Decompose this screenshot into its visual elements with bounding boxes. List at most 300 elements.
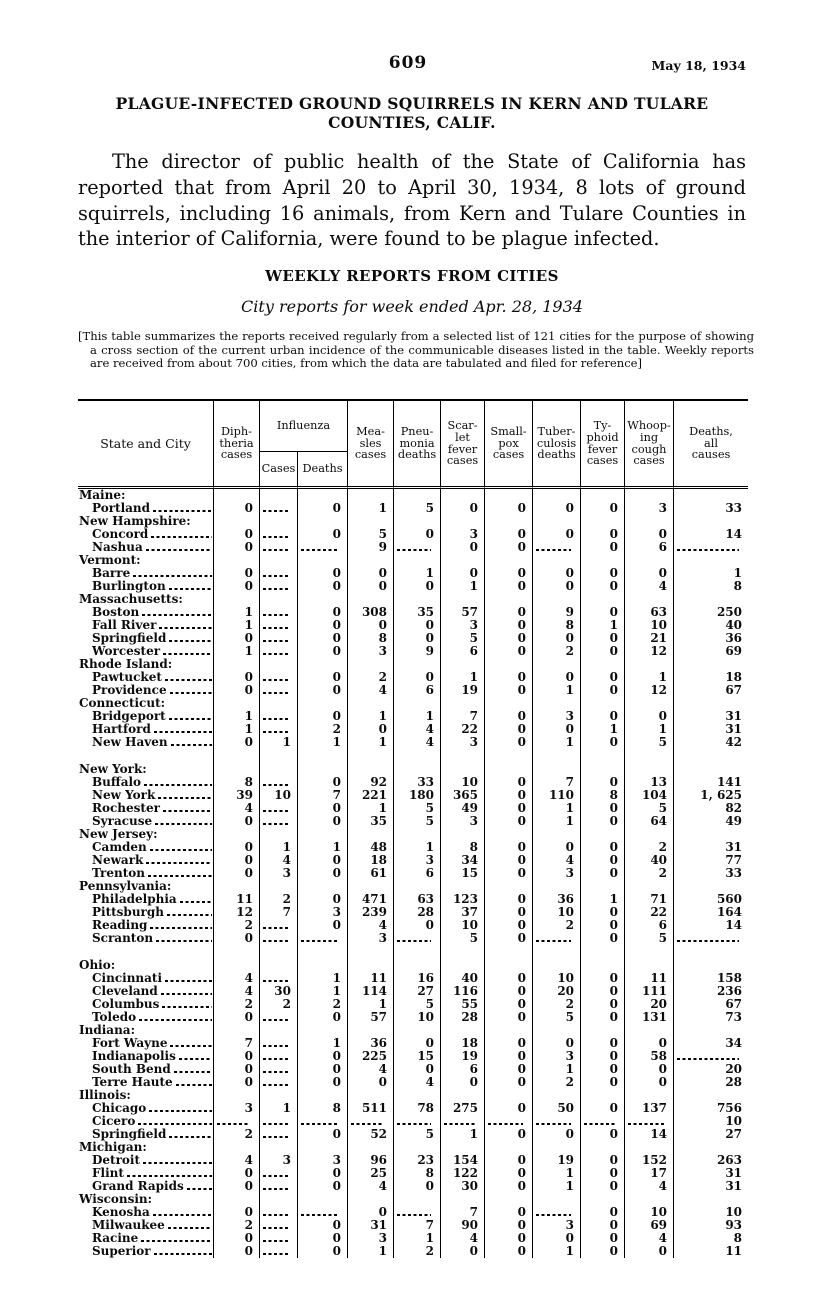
- city-row: [78, 1063, 748, 1076]
- state-row: [78, 515, 748, 528]
- city-name: Boston: [92, 606, 140, 619]
- city-name: Trenton: [92, 867, 146, 880]
- cell-pneumonia: 35: [394, 606, 441, 619]
- no-report-dash: [263, 1227, 288, 1229]
- dotted-leader: [161, 993, 212, 995]
- cell-tuberculosis: 9: [533, 606, 581, 619]
- cell-typhoid: 0: [581, 632, 625, 645]
- cell-whooping: 3: [625, 502, 674, 515]
- cell-smallpox: 0: [485, 736, 533, 749]
- cell-scarlet: 3: [441, 815, 485, 828]
- cell-measles: 9: [348, 541, 394, 554]
- cell-pneumonia: 15: [394, 1050, 441, 1063]
- cell-smallpox: 0: [485, 1206, 533, 1219]
- empty-cell: [533, 593, 581, 606]
- empty-cell: [625, 763, 674, 776]
- cell-tuberculosis: 1: [533, 736, 581, 749]
- cell-flu_deaths: 0: [298, 606, 348, 619]
- no-report-dash: [263, 1253, 288, 1255]
- state-label: Massachusetts:: [79, 593, 183, 606]
- cell-measles: 48: [348, 841, 394, 854]
- city-row: [78, 1206, 748, 1219]
- state-label: Ohio:: [79, 959, 116, 972]
- city-row: [78, 710, 748, 723]
- cell-tuberculosis: 19: [533, 1154, 581, 1167]
- no-report-dash: [677, 549, 739, 551]
- cell-smallpox: 0: [485, 502, 533, 515]
- cell-flu_deaths: 1: [298, 736, 348, 749]
- city-label-cell: [78, 1219, 214, 1232]
- city-row: [78, 1154, 748, 1167]
- cell-smallpox: 0: [485, 1232, 533, 1245]
- city-label: [78, 815, 213, 828]
- cell-tuberculosis: 0: [533, 1128, 581, 1141]
- empty-cell: [394, 945, 441, 959]
- empty-cell: [674, 749, 748, 763]
- weekly-reports-table: [78, 399, 748, 1258]
- empty-cell: [674, 515, 748, 528]
- city-label: [78, 998, 213, 1011]
- cell-whooping: 17: [625, 1167, 674, 1180]
- cell-whooping: 137: [625, 1102, 674, 1115]
- city-name: Scranton: [92, 932, 154, 945]
- city-name: Kenosha: [92, 1206, 150, 1219]
- cell-flu_deaths: 0: [298, 1128, 348, 1141]
- dotted-leader: [150, 927, 212, 929]
- cell-flu_cases: [260, 1115, 298, 1128]
- city-row: [78, 684, 748, 697]
- city-label-cell: [78, 1128, 214, 1141]
- state-label: Vermont:: [79, 554, 141, 567]
- empty-cell: [348, 489, 394, 502]
- cell-whooping: 111: [625, 985, 674, 998]
- cell-flu_cases: [260, 1206, 298, 1219]
- empty-cell: [581, 658, 625, 671]
- dotted-leader: [169, 640, 212, 642]
- cell-pneumonia: 180: [394, 789, 441, 802]
- empty-cell: [581, 554, 625, 567]
- cell-diphtheria: 0: [214, 528, 260, 541]
- cell-flu_deaths: 2: [298, 998, 348, 1011]
- city-row: [78, 906, 748, 919]
- cell-tuberculosis: 0: [533, 502, 581, 515]
- cell-diphtheria: 0: [214, 580, 260, 593]
- cell-smallpox: 0: [485, 1102, 533, 1115]
- cell-measles: 36: [348, 1037, 394, 1050]
- cell-typhoid: 0: [581, 502, 625, 515]
- city-label: [78, 619, 213, 632]
- empty-cell: [348, 945, 394, 959]
- state-row: [78, 1141, 748, 1154]
- cell-measles: 4: [348, 1063, 394, 1076]
- cell-tuberculosis: 7: [533, 776, 581, 789]
- no-report-dash: [301, 940, 338, 942]
- city-label-cell: [78, 893, 214, 906]
- state-row: [78, 959, 748, 972]
- cell-whooping: 20: [625, 998, 674, 1011]
- empty-cell: [625, 828, 674, 841]
- cell-diphtheria: 0: [214, 1167, 260, 1180]
- cell-flu_deaths: [298, 541, 348, 554]
- city-label: [78, 906, 213, 919]
- empty-cell: [581, 880, 625, 893]
- cell-flu_cases: [260, 1245, 298, 1258]
- cell-scarlet: [441, 1115, 485, 1128]
- state-label-cell: [78, 1024, 214, 1037]
- cell-typhoid: 0: [581, 867, 625, 880]
- empty-cell: [625, 489, 674, 502]
- cell-scarlet: 49: [441, 802, 485, 815]
- cell-whooping: 131: [625, 1011, 674, 1024]
- no-report-dash: [628, 1123, 664, 1125]
- col-header-influenza: Influenza: [260, 401, 348, 452]
- report-table-body: [78, 489, 748, 1258]
- empty-cell: [214, 880, 260, 893]
- city-row: [78, 789, 748, 802]
- cell-scarlet: 3: [441, 619, 485, 632]
- col-header-scarlet: Scar- let fever cases: [441, 401, 485, 489]
- city-label-cell: [78, 815, 214, 828]
- cell-tuberculosis: 36: [533, 893, 581, 906]
- col-header-measles: Mea- sles cases: [348, 401, 394, 489]
- cell-diphtheria: 0: [214, 541, 260, 554]
- dotted-leader: [141, 1240, 212, 1242]
- cell-measles: 0: [348, 723, 394, 736]
- dotted-leader: [170, 1045, 212, 1047]
- cell-smallpox: 0: [485, 906, 533, 919]
- cell-whooping: 1: [625, 723, 674, 736]
- state-label: New York:: [79, 763, 147, 776]
- no-report-dash: [263, 810, 288, 812]
- cell-diphtheria: 1: [214, 723, 260, 736]
- city-label-cell: [78, 1115, 214, 1128]
- cell-flu_deaths: 0: [298, 619, 348, 632]
- city-label: [78, 710, 213, 723]
- city-name: Pawtucket: [92, 671, 162, 684]
- cell-whooping: 11: [625, 972, 674, 985]
- state-label: Illinois:: [79, 1089, 131, 1102]
- cell-smallpox: 0: [485, 1063, 533, 1076]
- cell-whooping: 6: [625, 541, 674, 554]
- cell-whooping: 4: [625, 1232, 674, 1245]
- cell-tuberculosis: 0: [533, 1232, 581, 1245]
- cell-smallpox: 0: [485, 645, 533, 658]
- city-row: [78, 919, 748, 932]
- cell-diphtheria: 0: [214, 671, 260, 684]
- city-label-cell: [78, 541, 214, 554]
- empty-cell: [441, 1141, 485, 1154]
- cell-scarlet: 19: [441, 1050, 485, 1063]
- dotted-leader: [154, 731, 212, 733]
- empty-cell: [533, 945, 581, 959]
- cell-measles: 18: [348, 854, 394, 867]
- cell-scarlet: 28: [441, 1011, 485, 1024]
- empty-cell: [674, 554, 748, 567]
- dotted-leader: [180, 901, 212, 903]
- cell-measles: 221: [348, 789, 394, 802]
- cell-scarlet: 22: [441, 723, 485, 736]
- cell-smallpox: 0: [485, 893, 533, 906]
- cell-diphtheria: 11: [214, 893, 260, 906]
- state-row: [78, 593, 748, 606]
- city-row: [78, 632, 748, 645]
- cell-pneumonia: [394, 541, 441, 554]
- cell-tuberculosis: 3: [533, 1050, 581, 1063]
- city-name: Fall River: [92, 619, 157, 632]
- empty-cell: [625, 593, 674, 606]
- city-name: Philadelphia: [92, 893, 177, 906]
- empty-cell: [485, 959, 533, 972]
- cell-diphtheria: 4: [214, 985, 260, 998]
- empty-cell: [214, 593, 260, 606]
- empty-cell: [298, 1141, 348, 1154]
- cell-measles: 57: [348, 1011, 394, 1024]
- cell-measles: 308: [348, 606, 394, 619]
- city-name: Concord: [92, 528, 149, 541]
- col-header-typhoid: Ty- phoid fever cases: [581, 401, 625, 489]
- city-name: Burlington: [92, 580, 166, 593]
- cell-measles: 1: [348, 998, 394, 1011]
- gap-row: [78, 945, 748, 959]
- city-row: [78, 671, 748, 684]
- city-row: [78, 1102, 748, 1115]
- empty-cell: [214, 1024, 260, 1037]
- table-note: [This table summarizes the reports received regularly from a selected list of 121 cities for the purpose of showing a cross section of the current urban incidence of the communicable diseases listed in the table. Weekly reports are received from about 700 cities, from which the data are tabulated and filed for reference]: [78, 329, 754, 371]
- empty-cell: [394, 1089, 441, 1102]
- state-row: [78, 763, 748, 776]
- cell-typhoid: 0: [581, 932, 625, 945]
- empty-cell: [581, 515, 625, 528]
- city-name: Buffalo: [92, 776, 142, 789]
- col-header-smallpox: Small- pox cases: [485, 401, 533, 489]
- cell-pneumonia: 4: [394, 723, 441, 736]
- empty-cell: [674, 489, 748, 502]
- no-report-dash: [263, 536, 288, 538]
- cell-scarlet: 0: [441, 541, 485, 554]
- cell-smallpox: 0: [485, 671, 533, 684]
- cell-typhoid: 0: [581, 1154, 625, 1167]
- no-report-dash: [263, 784, 288, 786]
- cell-deaths_all: 158: [716, 972, 743, 985]
- cell-measles: 1: [348, 802, 394, 815]
- cell-pneumonia: 6: [394, 867, 441, 880]
- cell-whooping: 5: [625, 802, 674, 815]
- cell-deaths_all: 14: [725, 528, 743, 541]
- cell-deaths_all: 10: [725, 1115, 743, 1128]
- city-label: [78, 684, 213, 697]
- empty-cell: [260, 1024, 298, 1037]
- cell-whooping: 14: [625, 1128, 674, 1141]
- empty-cell: [441, 959, 485, 972]
- cell-scarlet: 7: [441, 710, 485, 723]
- no-report-dash: [263, 1019, 288, 1021]
- city-label-cell: [78, 1167, 214, 1180]
- city-label-cell: [78, 985, 214, 998]
- city-name: Chicago: [92, 1102, 147, 1115]
- city-name: Nashua: [92, 541, 143, 554]
- city-label-cell: [78, 645, 214, 658]
- cell-smallpox: 0: [485, 1245, 533, 1258]
- empty-cell: [298, 959, 348, 972]
- empty-cell: [533, 749, 581, 763]
- cell-flu_deaths: 0: [298, 1167, 348, 1180]
- city-label-cell: [78, 580, 214, 593]
- empty-cell: [260, 1089, 298, 1102]
- page-number: 609: [388, 53, 428, 73]
- empty-cell: [260, 593, 298, 606]
- col-header-influenza-deaths: Deaths: [298, 452, 348, 489]
- cell-typhoid: 0: [581, 606, 625, 619]
- cell-deaths_all: 18: [725, 671, 743, 684]
- cell-deaths_all: 67: [725, 684, 743, 697]
- city-label-cell: [78, 1180, 214, 1193]
- no-report-dash: [677, 1058, 739, 1060]
- cell-smallpox: 0: [485, 606, 533, 619]
- cell-tuberculosis: 1: [533, 1063, 581, 1076]
- cell-diphtheria: 1: [214, 619, 260, 632]
- city-name: Newark: [92, 854, 144, 867]
- cell-deaths_all: 236: [716, 985, 743, 998]
- empty-cell: [348, 593, 394, 606]
- cell-flu_cases: [260, 619, 298, 632]
- empty-cell: [625, 1193, 674, 1206]
- cell-typhoid: [581, 1115, 625, 1128]
- cell-pneumonia: 1: [394, 841, 441, 854]
- empty-cell: [625, 880, 674, 893]
- dotted-leader: [151, 536, 212, 538]
- empty-cell: [348, 1141, 394, 1154]
- empty-cell: [78, 749, 214, 763]
- cell-typhoid: 0: [581, 1219, 625, 1232]
- empty-cell: [581, 1089, 625, 1102]
- empty-cell: [298, 515, 348, 528]
- city-label: [78, 985, 213, 998]
- cell-pneumonia: 63: [394, 893, 441, 906]
- empty-cell: [485, 1193, 533, 1206]
- cell-flu_cases: [260, 1063, 298, 1076]
- empty-cell: [298, 593, 348, 606]
- empty-cell: [441, 554, 485, 567]
- no-report-dash: [263, 1240, 288, 1242]
- cell-flu_cases: 1: [260, 736, 298, 749]
- city-row: [78, 1180, 748, 1193]
- cell-whooping: 69: [625, 1219, 674, 1232]
- state-label: Connecticut:: [79, 697, 166, 710]
- cell-deaths_all: 31: [725, 841, 743, 854]
- cell-flu_cases: [260, 1050, 298, 1063]
- cell-deaths_all: 36: [725, 632, 743, 645]
- dotted-leader: [148, 875, 212, 877]
- empty-cell: [78, 945, 214, 959]
- cell-diphtheria: 0: [214, 1063, 260, 1076]
- cell-diphtheria: 0: [214, 854, 260, 867]
- cell-pneumonia: 23: [394, 1154, 441, 1167]
- cell-flu_deaths: 7: [298, 789, 348, 802]
- empty-cell: [485, 828, 533, 841]
- no-report-dash: [536, 940, 571, 942]
- city-label-cell: [78, 906, 214, 919]
- city-name: Toledo: [92, 1011, 137, 1024]
- cell-flu_cases: [260, 1232, 298, 1245]
- cell-smallpox: 0: [485, 815, 533, 828]
- cell-deaths_all: 20: [725, 1063, 743, 1076]
- empty-cell: [298, 880, 348, 893]
- cell-deaths_all: 42: [725, 736, 743, 749]
- state-label: New Hampshire:: [79, 515, 191, 528]
- cell-tuberculosis: 1: [533, 1245, 581, 1258]
- cell-measles: 0: [348, 1076, 394, 1089]
- cell-tuberculosis: 20: [533, 985, 581, 998]
- cell-scarlet: 0: [441, 1245, 485, 1258]
- empty-cell: [441, 1089, 485, 1102]
- article-title: [78, 94, 746, 132]
- empty-cell: [485, 489, 533, 502]
- cell-smallpox: 0: [485, 972, 533, 985]
- cell-deaths_all: 49: [725, 815, 743, 828]
- cell-whooping: 0: [625, 1076, 674, 1089]
- empty-cell: [581, 489, 625, 502]
- cell-diphtheria: 0: [214, 932, 260, 945]
- cell-whooping: [625, 1115, 674, 1128]
- empty-cell: [348, 658, 394, 671]
- cell-typhoid: 0: [581, 645, 625, 658]
- cell-deaths_all: 14: [725, 919, 743, 932]
- empty-cell: [214, 959, 260, 972]
- city-row: [78, 972, 748, 985]
- empty-cell: [485, 749, 533, 763]
- cell-whooping: 58: [625, 1050, 674, 1063]
- cell-deaths_all: 141: [716, 776, 743, 789]
- cell-typhoid: 0: [581, 1063, 625, 1076]
- cell-diphtheria: 7: [214, 1037, 260, 1050]
- empty-cell: [485, 697, 533, 710]
- dotted-leader: [142, 614, 212, 616]
- cell-measles: 8: [348, 632, 394, 645]
- no-report-dash: [263, 1045, 288, 1047]
- cell-flu_deaths: 0: [298, 1063, 348, 1076]
- empty-cell: [533, 1193, 581, 1206]
- city-name: Rochester: [92, 802, 160, 815]
- cell-flu_deaths: 0: [298, 776, 348, 789]
- empty-cell: [441, 828, 485, 841]
- empty-cell: [260, 489, 298, 502]
- cell-pneumonia: 0: [394, 671, 441, 684]
- cell-scarlet: 30: [441, 1180, 485, 1193]
- cell-pneumonia: 0: [394, 1063, 441, 1076]
- cell-scarlet: 116: [441, 985, 485, 998]
- cell-deaths_all: 11: [725, 1245, 743, 1258]
- cell-pneumonia: 0: [394, 1037, 441, 1050]
- cell-flu_deaths: 0: [298, 802, 348, 815]
- cell-diphtheria: 0: [214, 632, 260, 645]
- city-label-cell: [78, 789, 214, 802]
- city-name: Racine: [92, 1232, 139, 1245]
- state-label: Rhode Island:: [79, 658, 173, 671]
- cell-scarlet: 18: [441, 1037, 485, 1050]
- city-label: [78, 1167, 213, 1180]
- cell-tuberculosis: 0: [533, 632, 581, 645]
- city-row: [78, 1219, 748, 1232]
- cell-measles: 114: [348, 985, 394, 998]
- city-row: [78, 1050, 748, 1063]
- cell-flu_deaths: 3: [298, 1154, 348, 1167]
- city-label-cell: [78, 1154, 214, 1167]
- cell-smallpox: 0: [485, 1050, 533, 1063]
- cell-typhoid: 0: [581, 1167, 625, 1180]
- empty-cell: [214, 749, 260, 763]
- cell-pneumonia: 1: [394, 710, 441, 723]
- dotted-leader: [155, 823, 212, 825]
